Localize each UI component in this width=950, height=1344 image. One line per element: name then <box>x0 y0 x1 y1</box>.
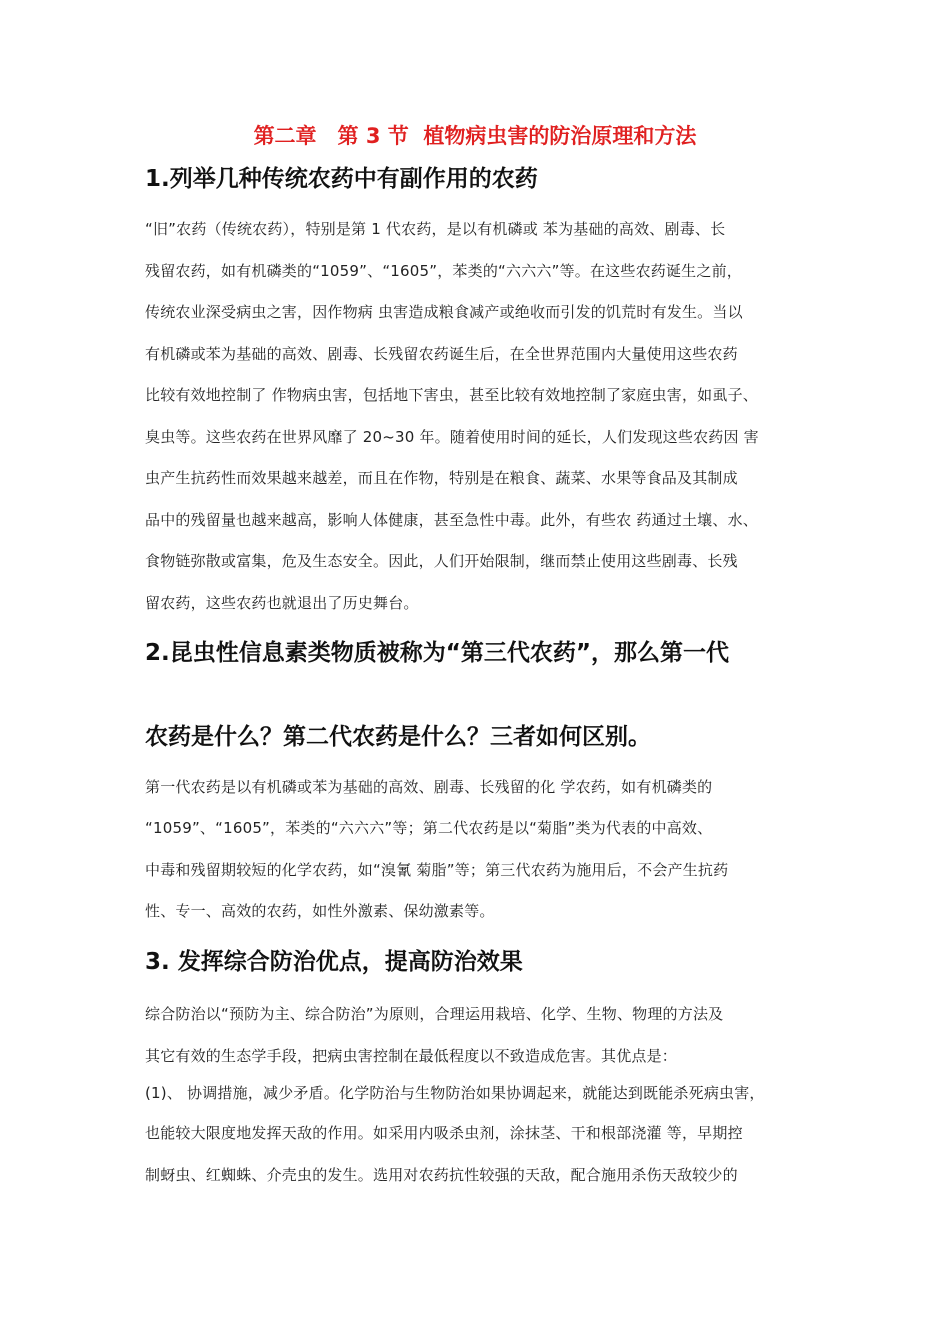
section-2-heading-line2: 农药是什么？第二代农药是什么？三者如何区别。 <box>145 724 651 750</box>
paragraph-line: “1059”、“1605”，苯类的“六六六”等；第二代农药是以“菊脂”类为代表的中高效、 <box>145 819 713 837</box>
paragraph-line: 制蚜虫、红蜘蛛、介壳虫的发生。选用对农药抗性较强的天敌，配合施用杀伤天敌较少的 <box>145 1166 738 1184</box>
section-3-heading: 3. 发挥综合防治优点，提高防治效果 <box>145 949 523 975</box>
paragraph-line: 比较有效地控制了 作物病虫害，包括地下害虫，甚至比较有效地控制了家庭虫害，如虱子、 <box>145 386 758 404</box>
chapter-title: 第二章 第 3 节 植物病虫害的防治原理和方法 <box>253 124 697 148</box>
paragraph-line: 传统农业深受病虫之害，因作物病 虫害造成粮食减产或绝收而引发的饥荒时有发生。当以 <box>145 303 743 321</box>
paragraph-line: 残留农药，如有机磷类的“1059”、“1605”，苯类的“六六六”等。在这些农药诞生之前， <box>145 262 742 280</box>
paragraph-line: 中毒和残留期较短的化学农药，如“溴氰 菊脂”等；第三代农药为施用后，不会产生抗药 <box>145 861 729 879</box>
paragraph-line: 有机磷或苯为基础的高效、剧毒、长残留农药诞生后，在全世界范围内大量使用这些农药 <box>145 345 738 363</box>
paragraph-line: “旧”农药（传统农药），特别是第 1 代农药，是以有机磷或 苯为基础的高效、剧毒、长 <box>145 220 726 238</box>
paragraph-line: 也能较大限度地发挥天敌的作用。如采用内吸杀虫剂，涂抹茎、干和根部浇灌 等，早期控 <box>145 1124 743 1142</box>
paragraph-line: 品中的残留量也越来越高，影响人体健康，甚至急性中毒。此外，有些农 药通过土壤、水、 <box>145 511 758 529</box>
paragraph-line: 综合防治以“预防为主、综合防治”为原则，合理运用栽培、化学、生物、物理的方法及 <box>145 1005 724 1023</box>
paragraph-line: 第一代农药是以有机磷或苯为基础的高效、剧毒、长残留的化 学农药，如有机磷类的 <box>145 778 713 796</box>
paragraph-line: 食物链弥散或富集，危及生态安全。因此，人们开始限制，继而禁止使用这些剧毒、长残 <box>145 552 738 570</box>
section-2-heading-line1: 2.昆虫性信息素类物质被称为“第三代农药”，那么第一代 <box>145 640 729 666</box>
paragraph-line: 虫产生抗药性而效果越来越差，而且在作物，特别是在粮食、蔬菜、水果等食品及其制成 <box>145 469 738 487</box>
paragraph-line: 性、专一、高效的农药，如性外激素、保幼激素等。 <box>145 902 495 920</box>
section-1-heading: 1.列举几种传统农药中有副作用的农药 <box>145 166 538 192</box>
paragraph-line: 臭虫等。这些农药在世界风靡了 20~30 年。随着使用时间的延长，人们发现这些农药因 害 <box>145 428 759 446</box>
paragraph-line: 留农药，这些农药也就退出了历史舞台。 <box>145 594 419 612</box>
paragraph-line: (1)、 协调措施，减少矛盾。化学防治与生物防治如果协调起来，就能达到既能杀死病虫害， <box>145 1084 765 1102</box>
paragraph-line: 其它有效的生态学手段，把病虫害控制在最低程度以不致造成危害。其优点是： <box>145 1047 678 1065</box>
